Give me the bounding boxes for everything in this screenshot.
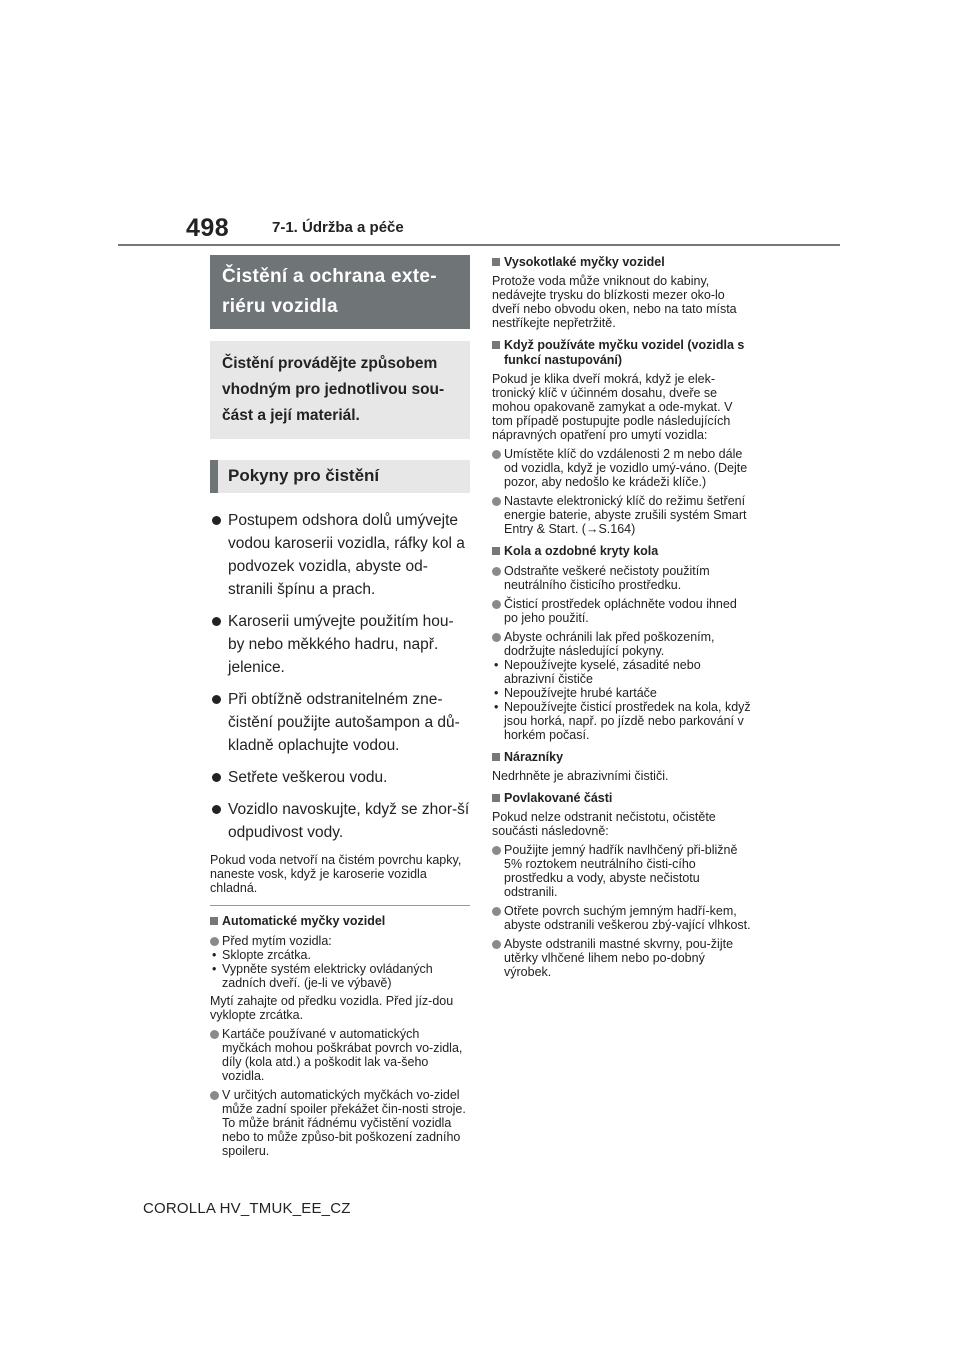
chapter-title: Čistění a ochrana exte-riéru vozidla — [210, 255, 470, 329]
auto-wash-heading: Automatické myčky vozidel — [210, 914, 470, 929]
pressure-wash-heading: Vysokotlaké myčky vozidel — [492, 255, 754, 270]
subtitle-box: Pokyny pro čistění — [210, 460, 470, 493]
wheels-item: Abyste ochránili lak před poškozením, dodržujte následující pokyny. — [492, 630, 754, 658]
section-title: 7-1. Údržba a péče — [272, 219, 404, 236]
list-item: Při obtížně odstranitelném zne-čistění použijte autošampon a dů-kladně oplachujte vodou. — [210, 688, 470, 757]
coated-parts-paragraph: Pokud nelze odstranit nečistotu, očistěte součásti následovně: — [492, 810, 716, 838]
smart-entry-heading: Když používáte myčku vozidel (vozidla s funkcí nastupování) — [492, 338, 754, 368]
list-item: Karoserii umývejte použitím hou-by nebo měkkého hadru, např. jelenice. — [210, 610, 470, 679]
auto-wash-dot: • Sklopte zrcátka. — [210, 948, 470, 962]
intro-box: Čistění provádějte způsobem vhodným pro jednotlivou sou-část a její materiál. — [210, 341, 470, 439]
smart-entry-paragraph: Pokud je klika dveří mokrá, když je elek-tronický klíč v účinném dosahu, dveře se mohou opakovaně zamykat a ode-mykat. V tom případě postupujte podle následujících nápravných opatření pro umytí vozidla: — [492, 372, 733, 442]
coated-parts-item: Otřete povrch suchým jemným hadří-kem, abyste odstranili veškerou zbý-vající vlhkost. — [492, 904, 754, 932]
coated-parts-item: Abyste odstranili mastné skvrny, pou-žijte utěrky vlhčené lihem nebo po-dobný výrobek. — [492, 937, 754, 979]
wheels-dot: • Nepoužívejte čisticí prostředek na kola, když jsou horká, např. po jízdě nebo parkování v horkém počasí. — [492, 700, 754, 742]
wheels-dot: • Nepoužívejte hrubé kartáče — [492, 686, 754, 700]
wheels-heading: Kola a ozdobné kryty kola — [492, 544, 754, 559]
header-rule — [118, 244, 840, 246]
right-column — [492, 255, 754, 979]
pressure-wash-paragraph: Protože voda může vniknout do kabiny, nedávejte trysku do blízkosti mezer oko-lo dveří nebo obvodu oken, nebo na tato místa nestříkejte nepřetržitě. — [492, 274, 737, 330]
smart-entry-item: Umístěte klíč do vzdálenosti 2 m nebo dále od vozidla, když je vozidlo umý-váno. (Dejte pozor, aby nedošlo ke krádeži klíče.) — [492, 447, 754, 489]
list-item: Vozidlo navoskujte, když se zhor-ší odpudivost vody. — [210, 798, 470, 844]
bumpers-paragraph: Nedrhněte je abrazivními čističi. — [492, 769, 669, 783]
wheels-dot: • Nepoužívejte kyselé, zásadité nebo abrazivní čističe — [492, 658, 754, 686]
auto-wash-paragraph: Mytí zahajte od předku vozidla. Před jíz-dou vyklopte zrcátka. — [210, 994, 454, 1022]
auto-wash-item: Před mytím vozidla: — [210, 934, 470, 948]
bumpers-heading: Nárazníky — [492, 750, 754, 765]
list-item: Postupem odshora dolů umývejte vodou karoserii vozidla, ráfky kol a podvozek vozidla, abyste od-stranili špínu a prach. — [210, 509, 470, 601]
auto-wash-item: V určitých automatických myčkách vo-zidel může zadní spoiler překážet čin-nosti stroje. To může bránit řádnému vyčistění vozidla nebo to může způso-bit poškození zadního spoileru. — [210, 1088, 470, 1158]
footer-model-code: COROLLA HV_TMUK_EE_CZ — [143, 1200, 351, 1217]
auto-wash-item: Kartáče používané v automatických myčkách mohou poškrábat povrch vo-zidla, díly (kola atd.) a poškodit lak va-šeho vozidla. — [210, 1027, 470, 1083]
auto-wash-dot: • Vypněte systém elektricky ovládaných zadních dveří. (je-li ve výbavě) — [210, 962, 470, 990]
cleaning-steps-list — [210, 509, 470, 844]
wheels-item: Odstraňte veškeré nečistoty použitím neutrálního čisticího prostředku. — [492, 564, 754, 592]
list-item: Setřete veškerou vodu. — [210, 766, 470, 789]
smart-entry-item: Nastavte elektronický klíč do režimu šetření energie baterie, abyste zrušili systém Smart Entry & Start. (→S.164) — [492, 494, 754, 536]
wax-note: Pokud voda netvoří na čistém povrchu kapky, naneste vosk, když je karoserie vozidla chladná. — [210, 853, 470, 906]
page-header — [0, 0, 960, 250]
coated-parts-item: Použijte jemný hadřík navlhčený při-bližně 5% roztokem neutrálního čisti-cího prostředku a vody, abyste nečistotu odstranili. — [492, 843, 754, 899]
page-number: 498 — [186, 214, 230, 242]
left-column — [210, 255, 470, 1158]
coated-parts-heading: Povlakované části — [492, 791, 754, 806]
wheels-item: Čisticí prostředek opláchněte vodou ihned po jeho použití. — [492, 597, 754, 625]
